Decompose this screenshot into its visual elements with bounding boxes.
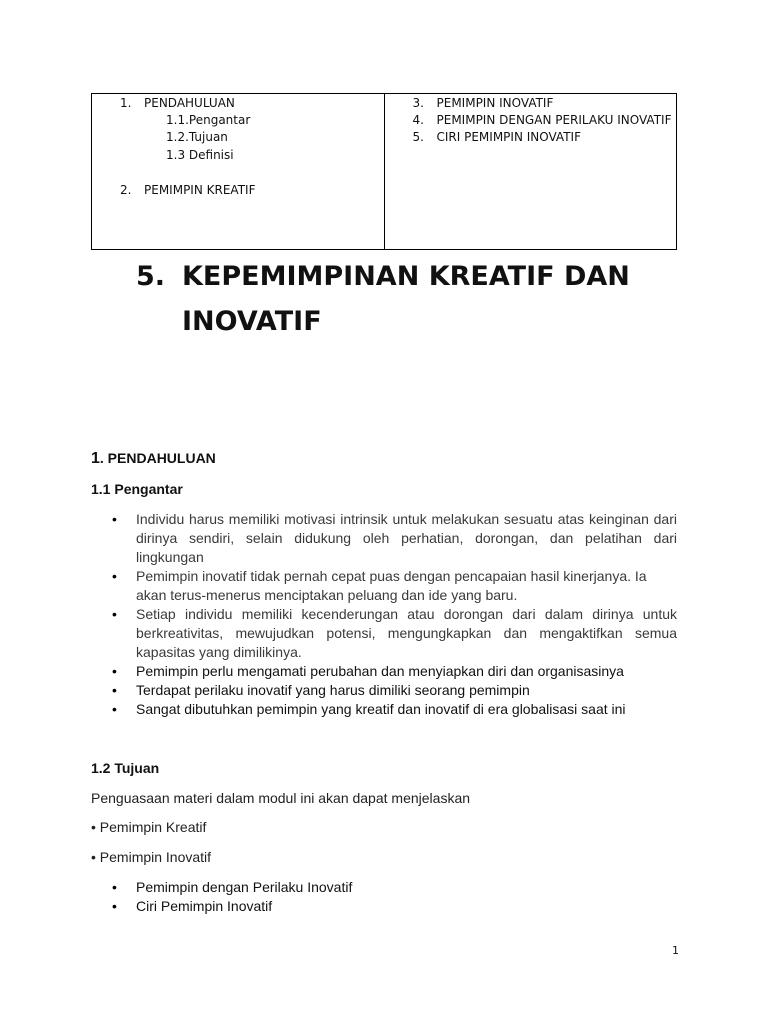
toc-right-column — [384, 94, 677, 249]
toc-item-label: 1.1.Pengantar — [166, 113, 251, 127]
toc-item-label: 1.3 Definisi — [166, 148, 234, 162]
toc-item-pemimpin-inovatif — [413, 95, 554, 112]
chapter-title-line1: KEPEMIMPINAN KREATIF DAN — [182, 261, 630, 292]
tujuan-intro: Penguasaan materi dalam modul ini akan dapat menjelaskan — [91, 790, 471, 806]
toc-item-label: PEMIMPIN KREATIF — [144, 183, 256, 197]
section-number: 1 — [91, 450, 100, 467]
chapter-title — [136, 254, 696, 344]
toc-item-pendahuluan — [120, 95, 235, 112]
toc-item-number: 1. — [120, 96, 132, 110]
tujuan-bullet-list — [91, 878, 677, 916]
section-heading-pendahuluan — [91, 450, 216, 468]
toc-item-number: 3. — [412, 96, 424, 110]
toc-item-label: CIRI PEMIMPIN INOVATIF — [436, 130, 581, 144]
list-item: • Pemimpin perlu mengamati perubahan dan menyiapkan diri dan organisasinya — [91, 662, 677, 681]
toc-item-pemimpin-kreatif — [120, 182, 255, 199]
tujuan-item-pemimpin-kreatif: • Pemimpin Kreatif — [91, 819, 207, 835]
toc-item-label: 1.2.Tujuan — [166, 130, 228, 144]
page-number: 1 — [672, 944, 679, 957]
toc-item-definisi — [166, 147, 234, 164]
toc-item-perilaku-inovatif — [413, 112, 672, 129]
toc-item-ciri-pemimpin — [413, 129, 581, 146]
list-item: • Pemimpin inovatif tidak pernah cepat puas dengan pencapaian hasil kinerjanya. Ia akan terus-menerus menciptakan peluang dan ide yang baru. — [91, 567, 677, 605]
list-item: • Setiap individu memiliki kecenderungan atau dorongan dari dalam dirinya untuk berkreativitas, mewujudkan potensi, mengungkapkan dan mengaktifkan semua kapasitas yang dimilikinya. — [91, 605, 677, 662]
toc-item-number: 5. — [412, 130, 424, 144]
toc-item-number: 4. — [412, 113, 424, 127]
chapter-number: 5. — [136, 261, 166, 292]
toc-item-label: PEMIMPIN INOVATIF — [436, 96, 554, 110]
chapter-title-line2: INOVATIF — [182, 306, 322, 337]
toc-item-tujuan — [166, 129, 228, 146]
toc-item-number: 2. — [120, 183, 132, 197]
pengantar-bullet-list — [91, 510, 677, 719]
toc-item-label: PENDAHULUAN — [144, 96, 235, 110]
toc-item-label: PEMIMPIN DENGAN PERILAKU INOVATIF — [436, 113, 672, 127]
table-of-contents — [91, 93, 677, 250]
list-item: • Ciri Pemimpin Inovatif — [91, 897, 677, 916]
toc-left-column — [92, 94, 384, 249]
tujuan-item-pemimpin-inovatif: • Pemimpin Inovatif — [91, 849, 212, 865]
toc-item-pengantar — [166, 112, 250, 129]
list-item: • Pemimpin dengan Perilaku Inovatif — [91, 878, 677, 897]
list-item: • Terdapat perilaku inovatif yang harus dimiliki seorang pemimpin — [91, 681, 677, 700]
section-heading-text: . PENDAHULUAN — [99, 450, 216, 466]
subsection-heading-pengantar: 1.1 Pengantar — [91, 481, 183, 497]
subsection-heading-tujuan: 1.2 Tujuan — [91, 760, 160, 776]
list-item: • Individu harus memiliki motivasi intrinsik untuk melakukan sesuatu atas keinginan dari dirinya sendiri, selain didukung oleh perhatian, dorongan, dan pelatihan dari lingkungan — [91, 510, 677, 567]
list-item: • Sangat dibutuhkan pemimpin yang kreatif dan inovatif di era globalisasi saat ini — [91, 700, 677, 719]
